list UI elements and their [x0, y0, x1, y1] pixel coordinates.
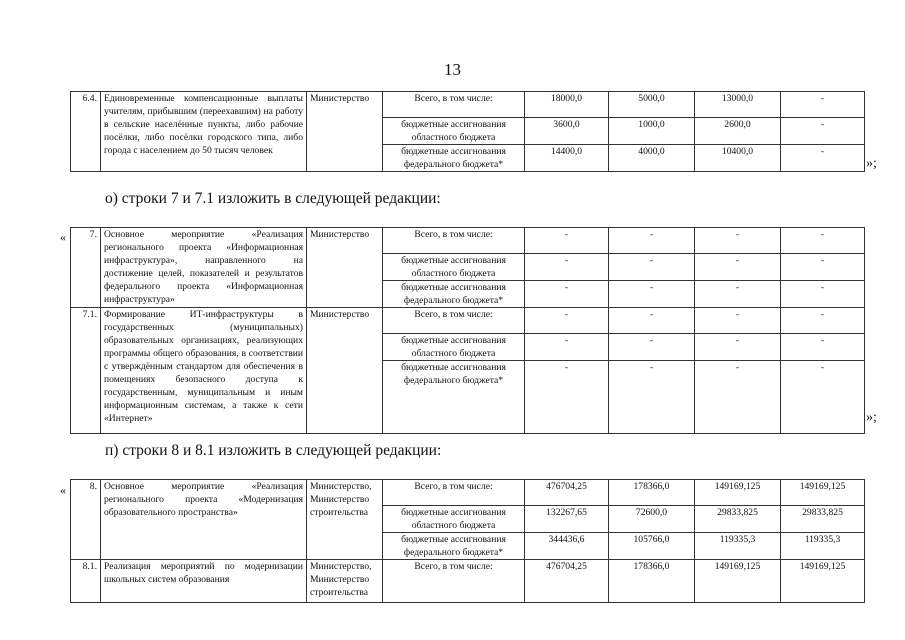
- amount-cell: 14400,0: [525, 145, 609, 172]
- amount-cell: -: [609, 361, 695, 434]
- amount-cell: -: [609, 254, 695, 281]
- row-executor: Министерство: [307, 92, 383, 172]
- row-number: 6.4.: [71, 92, 101, 172]
- amount-cell: -: [525, 281, 609, 308]
- amount-cell: -: [695, 281, 781, 308]
- amount-cell: 18000,0: [525, 92, 609, 118]
- amount-cell: 476704,25: [525, 560, 609, 603]
- funding-type: бюджетные ассигнования областного бюджета: [383, 118, 525, 145]
- amount-cell: -: [781, 361, 865, 434]
- close-quote-2: »;: [866, 410, 877, 425]
- row-number: 7.1.: [71, 308, 101, 434]
- amount-cell: 10400,0: [695, 145, 781, 172]
- heading-o: о) строки 7 и 7.1 изложить в следующей редакции:: [105, 190, 441, 207]
- heading-p: п) строки 8 и 8.1 изложить в следующей редакции:: [105, 442, 442, 459]
- amount-cell: -: [609, 308, 695, 334]
- amount-cell: -: [781, 281, 865, 308]
- amount-cell: -: [781, 254, 865, 281]
- table-row-6-4: [70, 91, 865, 172]
- funding-type: бюджетные ассигнования областного бюджета: [383, 334, 525, 361]
- amount-cell: -: [609, 281, 695, 308]
- amount-cell: -: [609, 334, 695, 361]
- funding-type: бюджетные ассигнования областного бюджета: [383, 506, 525, 533]
- row-description: Основное мероприятие «Реализация регионального проекта «Модернизация образовательного пространства»: [101, 480, 307, 560]
- row-description: Основное мероприятие «Реализация регионального проекта «Информационная инфраструктура», направленного на достижение целей, показателей и результатов федерального проекта «Информационная инфраструктура»: [101, 228, 307, 308]
- amount-cell: -: [525, 254, 609, 281]
- amount-cell: 149169,125: [781, 560, 865, 603]
- amount-cell: 178366,0: [609, 480, 695, 506]
- row-executor: Министерство: [307, 228, 383, 308]
- row-executor: Министерство, Министерство строительства: [307, 480, 383, 560]
- funding-type: бюджетные ассигнования федерального бюджета*: [383, 533, 525, 560]
- amount-cell: 1000,0: [609, 118, 695, 145]
- amount-cell: 149169,125: [781, 480, 865, 506]
- amount-cell: -: [695, 254, 781, 281]
- table-rows-8: [70, 479, 865, 603]
- amount-cell: -: [695, 308, 781, 334]
- amount-cell: 178366,0: [609, 560, 695, 603]
- amount-cell: -: [525, 361, 609, 434]
- amount-cell: 2600,0: [695, 118, 781, 145]
- amount-cell: -: [609, 228, 695, 254]
- amount-cell: -: [695, 228, 781, 254]
- amount-cell: -: [525, 334, 609, 361]
- page-number: 13: [444, 60, 461, 79]
- row-description: Формирование ИТ-инфраструктуры в государственных (муниципальных) образовательных организациях, реализующих программы общего образования, в соответствии с утверждённым стандартом для обеспечения в помещениях безопасного доступа к государственным, муниципальным и иным информационным системам, а также к сети «Интернет»: [101, 308, 307, 434]
- close-quote-1: »;: [866, 156, 877, 171]
- table-row: [71, 92, 865, 118]
- amount-cell: -: [695, 334, 781, 361]
- table-row: [71, 308, 865, 334]
- amount-cell: 344436,6: [525, 533, 609, 560]
- amount-cell: 119335,3: [695, 533, 781, 560]
- funding-type: бюджетные ассигнования федерального бюджета*: [383, 361, 525, 434]
- open-quote-1: «: [60, 230, 66, 244]
- amount-cell: -: [695, 361, 781, 434]
- funding-type: Всего, в том числе:: [383, 228, 525, 254]
- amount-cell: -: [781, 145, 865, 172]
- open-quote-2: «: [60, 483, 66, 497]
- amount-cell: -: [525, 308, 609, 334]
- amount-cell: 149169,125: [695, 480, 781, 506]
- table-row: [71, 480, 865, 506]
- amount-cell: 132267,65: [525, 506, 609, 533]
- funding-type: бюджетные ассигнования федерального бюджета*: [383, 281, 525, 308]
- amount-cell: -: [781, 308, 865, 334]
- table-row: [71, 560, 865, 603]
- amount-cell: 119335,3: [781, 533, 865, 560]
- amount-cell: 29833,825: [695, 506, 781, 533]
- amount-cell: -: [525, 228, 609, 254]
- amount-cell: -: [781, 228, 865, 254]
- funding-type: Всего, в том числе:: [383, 560, 525, 603]
- amount-cell: 3600,0: [525, 118, 609, 145]
- funding-type: Всего, в том числе:: [383, 308, 525, 334]
- amount-cell: 29833,825: [781, 506, 865, 533]
- row-executor: Министерство, Министерство строительства: [307, 560, 383, 603]
- row-description: Реализация мероприятий по модернизации школьных систем образования: [101, 560, 307, 603]
- row-number: 8.: [71, 480, 101, 560]
- funding-type: Всего, в том числе:: [383, 480, 525, 506]
- amount-cell: -: [781, 92, 865, 118]
- amount-cell: 5000,0: [609, 92, 695, 118]
- amount-cell: 105766,0: [609, 533, 695, 560]
- row-executor: Министерство: [307, 308, 383, 434]
- table-rows-7: [70, 227, 865, 434]
- amount-cell: -: [781, 334, 865, 361]
- row-number: 8.1.: [71, 560, 101, 603]
- amount-cell: 13000,0: [695, 92, 781, 118]
- row-description: Единовременные компенсационные выплаты учителям, прибывшим (переехавшим) на работу в сельские населённые пункты, либо рабочие посёлки, либо посёлки городского типа, либо города с населением до 50 тысяч человек: [101, 92, 307, 172]
- funding-type: бюджетные ассигнования федерального бюджета*: [383, 145, 525, 172]
- amount-cell: 4000,0: [609, 145, 695, 172]
- row-number: 7.: [71, 228, 101, 308]
- amount-cell: 72600,0: [609, 506, 695, 533]
- funding-type: Всего, в том числе:: [383, 92, 525, 118]
- amount-cell: 476704,25: [525, 480, 609, 506]
- amount-cell: 149169,125: [695, 560, 781, 603]
- funding-type: бюджетные ассигнования областного бюджета: [383, 254, 525, 281]
- amount-cell: -: [781, 118, 865, 145]
- table-row: [71, 228, 865, 254]
